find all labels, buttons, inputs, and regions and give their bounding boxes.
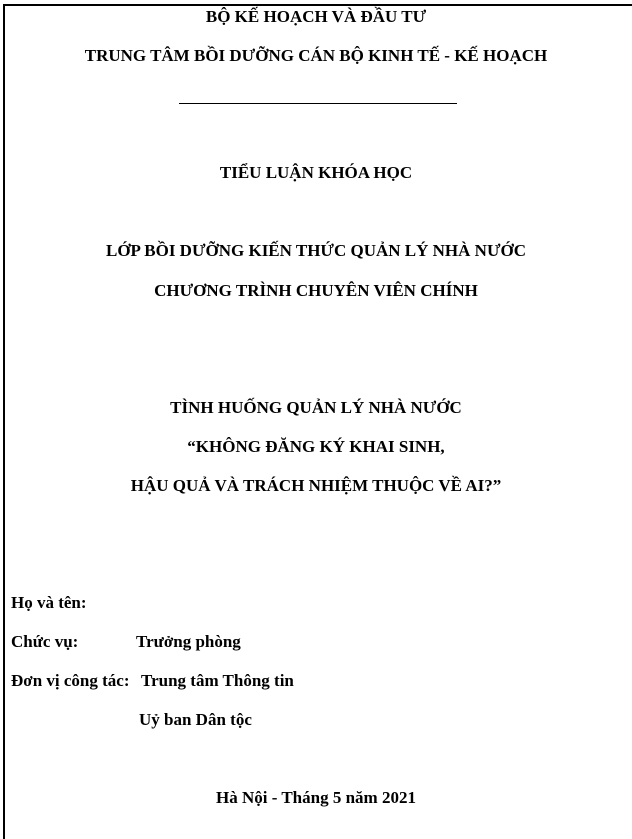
program-name: CHƯƠNG TRÌNH CHUYÊN VIÊN CHÍNH <box>154 281 478 300</box>
place-and-date: Hà Nội - Tháng 5 năm 2021 <box>216 788 416 807</box>
position-label: Chức vụ: <box>11 632 79 651</box>
ministry-name: BỘ KẾ HOẠCH VÀ ĐẦU TƯ <box>205 7 427 26</box>
document-type: TIỂU LUẬN KHÓA HỌC <box>219 163 413 182</box>
unit-value-line1: Trung tâm Thông tin <box>141 671 294 690</box>
topic-title-line1: “KHÔNG ĐĂNG KÝ KHAI SINH, <box>187 437 445 456</box>
position-value: Trưởng phòng <box>136 632 241 651</box>
training-center-name: TRUNG TÂM BỒI DƯỠNG CÁN BỘ KINH TẾ - KẾ HOẠCH <box>84 46 548 65</box>
topic-heading: TÌNH HUỐNG QUẢN LÝ NHÀ NƯỚC <box>170 398 462 417</box>
page-border-top <box>3 4 632 6</box>
topic-title-line2: HẬU QUẢ VÀ TRÁCH NHIỆM THUỘC VỀ AI?” <box>130 476 502 495</box>
separator-rule <box>179 103 457 104</box>
unit-label: Đơn vị công tác: <box>11 671 130 690</box>
name-label: Họ và tên: <box>11 593 87 612</box>
course-name: LỚP BỒI DƯỠNG KIẾN THỨC QUẢN LÝ NHÀ NƯỚC <box>106 241 526 260</box>
unit-value-line2: Uỷ ban Dân tộc <box>139 710 252 729</box>
page-border-left <box>3 4 5 839</box>
